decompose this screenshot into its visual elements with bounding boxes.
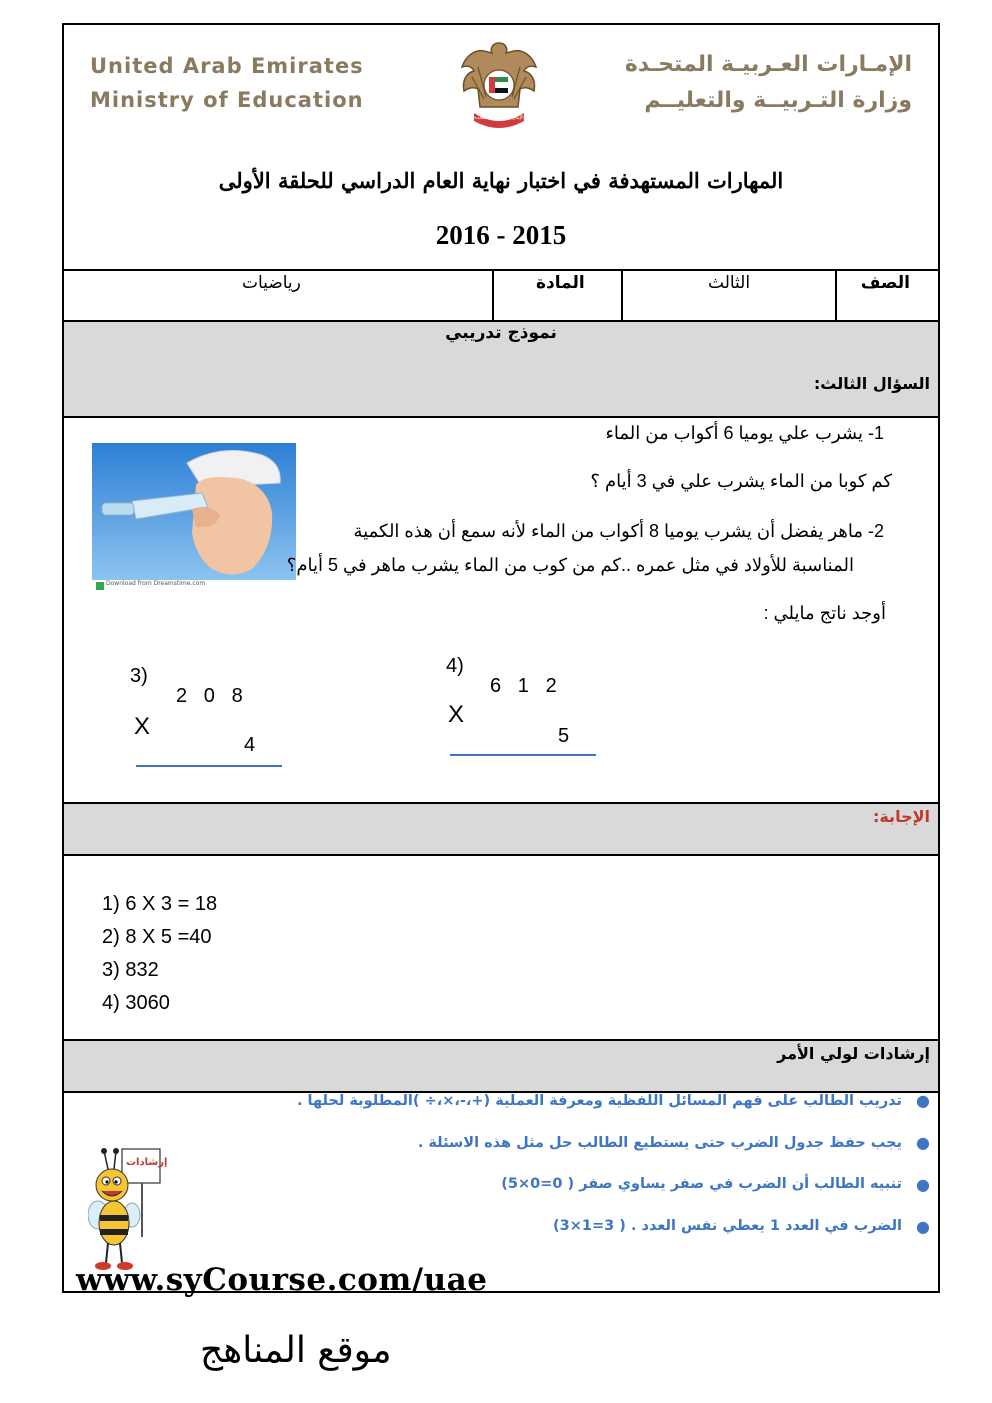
worksheet	[62, 23, 940, 1293]
answer-label: الإجابة:	[872, 807, 930, 826]
question-1-line-1: 1- يشرب علي يوميا 6 أكواب من الماء	[605, 423, 884, 443]
multiply-sign: X	[448, 701, 465, 728]
bullet-icon: ●	[916, 1217, 930, 1236]
ministry-english-line1: United Arab Emirates	[90, 54, 364, 78]
subject-label: المادة	[536, 273, 585, 293]
ministry-arabic-line1: الإمـارات العـربيـة المتحـدة	[624, 52, 912, 77]
question-2-line-2: المناسبة للأولاد في مثل عمره ..كم من كوب من الماء يشرب ماهر في 5 أيام؟	[286, 555, 854, 575]
problem-4-bottom-number: 5	[558, 725, 570, 747]
multiply-sign: X	[134, 713, 151, 740]
guidance-item-1: تدريب الطالب على فهم المسائل اللفظية ومعرفة العملية (+،-،×،÷ )المطلوبة لحلها .	[296, 1093, 902, 1109]
grade-value: الثالث	[708, 273, 751, 293]
divider	[621, 270, 623, 320]
divider	[492, 270, 494, 320]
ministry-arabic	[625, 47, 912, 119]
website-link[interactable]: www.syCourse.com/uae	[76, 1262, 488, 1298]
question-label: السؤال الثالث:	[813, 374, 930, 393]
bullet-icon: ●	[916, 1175, 930, 1194]
answer-1: 1) 6 X 3 = 18	[102, 893, 218, 915]
question-1-line-2: كم كوبا من الماء يشرب علي في 3 أيام ؟	[590, 471, 892, 491]
problem-3-bottom-number: 4	[244, 734, 256, 756]
question-band	[64, 370, 938, 418]
problem-4-label: 4)	[446, 655, 464, 677]
guidance-item-2: يجب حفظ جدول الضرب حتى يستطيع الطالب حل مثل هذه الاسئلة .	[417, 1135, 902, 1151]
emblem-ribbon-text: الإمارات العربية المتحدة	[474, 115, 524, 121]
question-2-line-1: 2- ماهر يفضل أن يشرب يوميا 8 أكواب من الماء لأنه سمع أن هذه الكمية	[353, 521, 884, 541]
problem-3-top-number: 2 0 8	[176, 685, 243, 707]
page-title: المهارات المستهدفة في اختبار نهاية العام الدراسي للحلقة الأولى	[218, 168, 784, 193]
problem-4-top-number: 6 1 2	[490, 675, 557, 697]
guidance-label: إرشادات لولي الأمر	[777, 1044, 930, 1063]
answer-3: 3) 832	[102, 959, 159, 981]
ministry-english-line2: Ministry of Education	[90, 88, 364, 112]
problem-3-label: 3)	[130, 665, 148, 687]
footer-text: موقع المناهج	[200, 1330, 392, 1371]
divider	[835, 270, 837, 320]
divider	[64, 269, 938, 271]
model-label: نموذج تدريبي	[445, 323, 557, 343]
answer-2: 2) 8 X 5 =40	[102, 926, 212, 948]
boy-drinking-water-photo	[92, 443, 296, 593]
bee-mascot-icon	[88, 1145, 168, 1277]
guidance-item-4: الضرب في العدد 1 يعطي نفس العدد . ( 3=1×3)	[552, 1218, 902, 1234]
bullet-icon: ●	[916, 1091, 930, 1110]
academic-year: 2016 - 2015	[435, 220, 567, 250]
ministry-arabic-line2: وزارة التـربيــة والتعليــم	[644, 88, 912, 113]
answer-band	[64, 802, 938, 856]
bullet-icon: ●	[916, 1133, 930, 1152]
subject-value: رياضيات	[242, 273, 301, 293]
image-caption: Download from Dreamstime.com	[106, 580, 206, 587]
answer-line	[450, 754, 596, 756]
answer-4: 4) 3060	[102, 992, 170, 1014]
guidance-item-3: تنبيه الطالب أن الضرب في صفر يساوي صفر ( 0=0×5)	[501, 1176, 902, 1192]
grade-label: الصف	[860, 273, 910, 293]
bee-sign-text: إرشادات	[126, 1157, 168, 1168]
uae-emblem-icon	[456, 37, 542, 129]
find-product-instruction: أوجد ناتج مايلي :	[763, 603, 886, 623]
answer-line	[136, 765, 282, 767]
ministry-english	[90, 49, 364, 117]
